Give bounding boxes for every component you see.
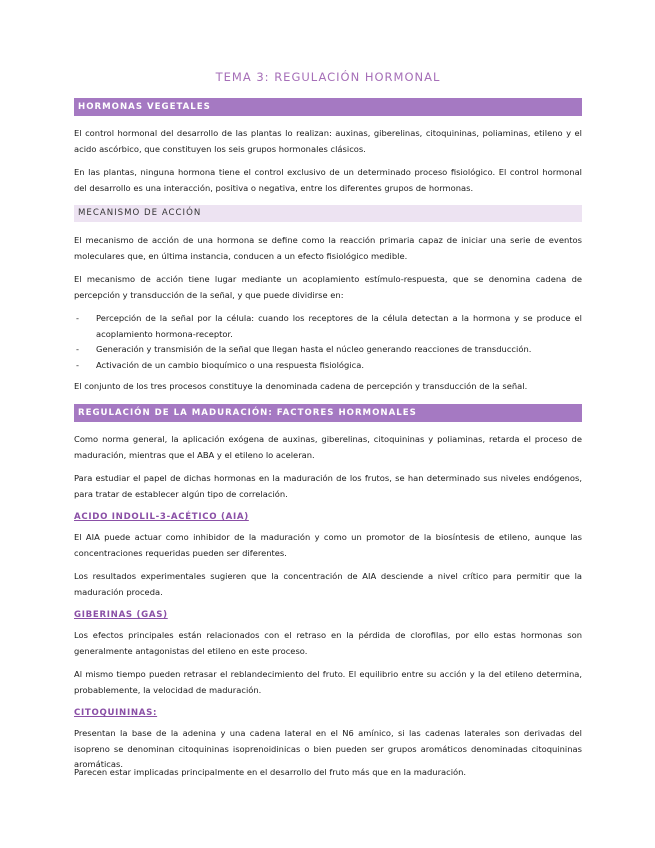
- section-heading-hormonas: HORMONAS VEGETALES: [74, 98, 582, 116]
- paragraph: El conjunto de los tres procesos constituye la denominada cadena de percepción y transducción de la señal.: [74, 381, 528, 391]
- paragraph: Para estudiar el papel de dichas hormonas en la maduración de los frutos, se han determinado sus niveles endógenos, para tratar de establecer algún tipo de correlación.: [74, 473, 582, 499]
- subsection-heading-mecanismo: MECANISMO DE ACCIÓN: [74, 205, 582, 222]
- document-title: TEMA 3: REGULACIÓN HORMONAL: [215, 70, 441, 84]
- subheading-aia: ACIDO INDOLIL-3-ACÉTICO (AIA): [74, 512, 249, 522]
- list-item: - Percepción de la señal por la célula: cuando los receptores de la célula detectan a la hormona y se produce el acoplamiento hormona-receptor.: [74, 311, 582, 342]
- paragraph: En las plantas, ninguna hormona tiene el control exclusivo de un determinado proceso fisiológico. El control hormonal del desarrollo es una interacción, positiva o negativa, entre los diferentes grupos de hormonas.: [74, 167, 582, 193]
- paragraph: Como norma general, la aplicación exógena de auxinas, giberelinas, citoquininas y poliaminas, retarda el proceso de maduración, mientras que el ABA y el etileno lo aceleran.: [74, 434, 582, 460]
- paragraph: El mecanismo de acción tiene lugar mediante un acoplamiento estímulo-respuesta, que se denomina cadena de percepción y transducción de la señal, y que puede dividirse en:: [74, 274, 582, 300]
- paragraph: El AIA puede actuar como inhibidor de la maduración y como un promotor de la biosíntesis de etileno, aunque las concentraciones requeridas pueden ser diferentes.: [74, 532, 582, 558]
- paragraph: El control hormonal del desarrollo de las plantas lo realizan: auxinas, giberelinas, citoquininas, poliaminas, etileno y el acido ascórbico, que constituyen los seis grupos hormonales clásicos.: [74, 128, 582, 154]
- paragraph: Parecen estar implicadas principalmente en el desarrollo del fruto más que en la maduración.: [74, 767, 467, 777]
- section-heading-maduracion: REGULACIÓN DE LA MADURACIÓN: FACTORES HORMONALES: [74, 404, 582, 422]
- paragraph: Al mismo tiempo pueden retrasar el reblandecimiento del fruto. El equilibrio entre su acción y la del etileno determina, probablemente, la velocidad de maduración.: [74, 669, 582, 695]
- paragraph: Los efectos principales están relacionados con el retraso en la pérdida de clorofilas, por ello estas hormonas son generalmente antagonistas del etileno en este proceso.: [74, 630, 582, 656]
- paragraph: Los resultados experimentales sugieren que la concentración de AIA desciende a nivel crítico para permitir que la maduración proceda.: [74, 571, 582, 597]
- subheading-giberinas: GIBERINAS (GAS): [74, 610, 168, 620]
- subheading-citoquininas: CITOQUININAS:: [74, 708, 158, 718]
- list-item: - Generación y transmisión de la señal que llegan hasta el núcleo generando reacciones de transducción.: [74, 342, 582, 358]
- list-item: - Activación de un cambio bioquímico o una respuesta fisiológica.: [74, 358, 582, 374]
- paragraph: El mecanismo de acción de una hormona se define como la reacción primaria capaz de iniciar una serie de eventos moleculares que, en última instancia, conducen a un efecto fisiológico medible.: [74, 235, 582, 261]
- bullet-list: [74, 311, 582, 373]
- paragraph: Presentan la base de la adenina y una cadena lateral en el N6 amínico, si las cadenas laterales son derivadas del isopreno se denominan citoquininas isoprenoidinicas o bien pueden ser grupos aromáticos denominadas citoquininas aromáticas.: [74, 728, 582, 769]
